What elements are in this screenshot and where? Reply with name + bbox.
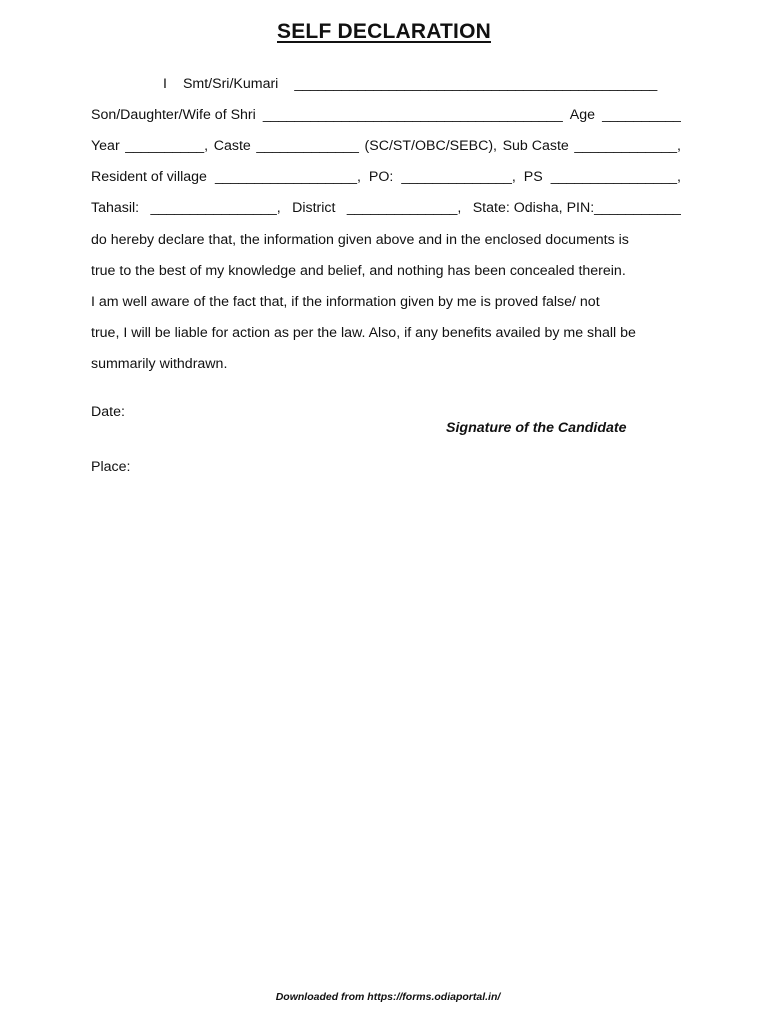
line-caste [91,136,681,156]
declaration-text-line: summarily withdrawn. [91,356,228,372]
declaration-text-line: true, I will be liable for action as per the law. Also, if any benefits availed by me shall be [91,325,636,341]
label-ps: PS [523,169,543,185]
caste-categories: (SC/ST/OBC/SEBC), [364,138,497,154]
blank-ps: ________________, [550,169,681,185]
line-name [91,74,681,94]
blank-village: __________________, [214,169,361,185]
label-son-daughter-wife: Son/Daughter/Wife of Shri [91,107,256,123]
footer [0,991,768,1003]
date-label: Date: [91,404,125,420]
label-state-pin: State: Odisha, PIN:___________ [472,200,681,216]
label-district: District [292,200,336,216]
blank-tahasil: ________________, [150,200,281,216]
place-label: Place: [91,459,131,475]
line-relation [91,105,681,125]
label-age: Age [569,107,596,123]
blank-sub-caste: _____________, [574,138,681,154]
pronoun-i: I [163,76,167,92]
label-year: Year [91,138,120,154]
signature-label: Signature of the Candidate [446,420,627,436]
label-sub-caste: Sub Caste [502,138,569,154]
blank-caste: _____________ [256,138,359,154]
page-title: SELF DECLARATION [277,20,491,43]
label-caste: Caste [213,138,251,154]
label-po: PO: [368,169,394,185]
blank-age: __________ [602,107,681,123]
footer-download-text: Downloaded from https://forms.odiaportal.in/ [275,991,501,1003]
blank-district: ______________, [346,200,462,216]
label-resident-of-village: Resident of village [91,169,207,185]
line-residence [91,167,681,187]
label-smt-sri-kumari: Smt/Sri/Kumari [182,76,279,92]
declaration-text-line: do hereby declare that, the information given above and in the enclosed documents is [91,232,629,248]
declaration-text-line: I am well aware of the fact that, if the information given by me is proved false/ not [91,294,600,310]
declaration-text-line: true to the best of my knowledge and belief, and nothing has been concealed therein. [91,263,626,279]
blank-relation-name: ______________________________________ [262,107,563,123]
blank-year: __________, [125,138,209,154]
label-tahasil: Tahasil: [91,200,140,216]
blank-name: ______________________________________________ [294,76,658,92]
blank-po: ______________, [401,169,516,185]
line-address [91,198,681,218]
